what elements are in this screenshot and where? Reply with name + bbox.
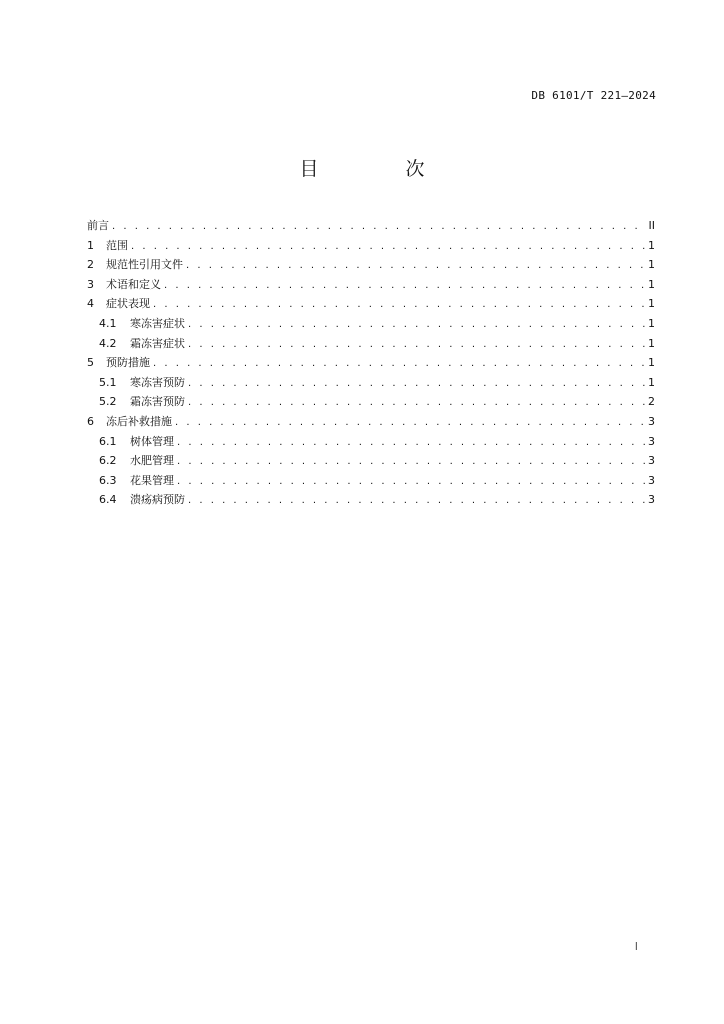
toc-entry-number: 4.1 xyxy=(99,316,117,330)
toc-entry-number: 3 xyxy=(87,277,94,291)
toc-entry-number: 6.2 xyxy=(99,454,117,468)
toc-dot-leader xyxy=(153,295,645,314)
toc-entry-page: 1 xyxy=(648,277,655,291)
toc-dot-leader xyxy=(177,452,645,471)
toc-entry-page: II xyxy=(648,219,655,232)
toc-entry-label: 寒冻害症状 xyxy=(130,316,185,330)
toc-entry-number: 6.3 xyxy=(99,473,117,487)
toc-entry-label: 水肥管理 xyxy=(130,454,174,468)
toc-entry-label: 术语和定义 xyxy=(106,277,161,291)
toc-entry-label: 花果管理 xyxy=(130,473,174,487)
toc-dot-leader xyxy=(177,472,645,491)
toc-entry-label: 树体管理 xyxy=(130,434,174,448)
page-number: I xyxy=(634,940,638,953)
toc-entry[interactable] xyxy=(87,334,655,354)
toc-dot-leader xyxy=(177,433,645,452)
toc-dot-leader xyxy=(188,491,645,510)
toc-entry-label: 霜冻害预防 xyxy=(130,395,185,409)
toc-dot-leader xyxy=(112,217,646,236)
toc-entry-page: 1 xyxy=(648,316,655,330)
toc-entry[interactable] xyxy=(87,392,655,412)
toc-entry[interactable] xyxy=(87,490,655,510)
toc-entry-page: 2 xyxy=(648,395,655,409)
toc-entry-number: 5 xyxy=(87,356,94,370)
toc-dot-leader xyxy=(188,374,645,393)
toc-entry-number: 5.2 xyxy=(99,395,117,409)
toc-entry[interactable] xyxy=(87,412,655,432)
toc-entry[interactable] xyxy=(87,236,655,256)
toc-entry-page: 3 xyxy=(648,414,655,428)
toc-entry-number: 5.1 xyxy=(99,375,117,389)
toc-entry-page: 1 xyxy=(648,258,655,272)
toc-entry[interactable] xyxy=(87,314,655,334)
toc-entry-number: 1 xyxy=(87,238,94,252)
standard-code: DB 6101/T 221—2024 xyxy=(531,89,656,102)
toc-entry-label: 冻后补救措施 xyxy=(106,414,172,428)
toc-entry[interactable] xyxy=(87,216,655,236)
toc-entry-page: 1 xyxy=(648,238,655,252)
toc-entry-page: 1 xyxy=(648,375,655,389)
toc-dot-leader xyxy=(175,413,645,432)
toc-entry-page: 3 xyxy=(648,493,655,507)
toc-entry-label: 范围 xyxy=(106,238,128,252)
toc-entry-page: 1 xyxy=(648,356,655,370)
toc-entry-label: 前言 xyxy=(87,219,109,232)
toc-entry-label: 症状表现 xyxy=(106,297,150,311)
toc-entry-page: 3 xyxy=(648,454,655,468)
toc-dot-leader xyxy=(164,276,645,295)
toc-entry-number: 4.2 xyxy=(99,336,117,350)
toc-dot-leader xyxy=(131,237,645,256)
toc-title: 目 次 xyxy=(299,158,459,180)
table-of-contents xyxy=(87,216,655,510)
toc-entry-page: 1 xyxy=(648,336,655,350)
toc-dot-leader xyxy=(188,335,645,354)
toc-entry-number: 2 xyxy=(87,258,94,272)
toc-entry-label: 溃疡病预防 xyxy=(130,493,185,507)
toc-entry-label: 预防措施 xyxy=(106,356,150,370)
toc-entry[interactable] xyxy=(87,373,655,393)
toc-dot-leader xyxy=(186,256,645,275)
toc-entry[interactable] xyxy=(87,294,655,314)
toc-dot-leader xyxy=(153,354,645,373)
toc-entry-page: 1 xyxy=(648,297,655,311)
toc-entry[interactable] xyxy=(87,275,655,295)
toc-entry[interactable] xyxy=(87,471,655,491)
toc-entry-label: 规范性引用文件 xyxy=(106,258,183,272)
toc-entry-page: 3 xyxy=(648,434,655,448)
toc-entry-number: 4 xyxy=(87,297,94,311)
toc-entry-number: 6.1 xyxy=(99,434,117,448)
toc-entry-label: 霜冻害症状 xyxy=(130,336,185,350)
toc-entry-label: 寒冻害预防 xyxy=(130,375,185,389)
toc-entry[interactable] xyxy=(87,255,655,275)
toc-entry-page: 3 xyxy=(648,473,655,487)
toc-entry[interactable] xyxy=(87,451,655,471)
toc-entry-number: 6 xyxy=(87,414,94,428)
toc-dot-leader xyxy=(188,393,645,412)
toc-dot-leader xyxy=(188,315,645,334)
toc-entry[interactable] xyxy=(87,353,655,373)
toc-entry-number: 6.4 xyxy=(99,493,117,507)
toc-entry[interactable] xyxy=(87,432,655,452)
